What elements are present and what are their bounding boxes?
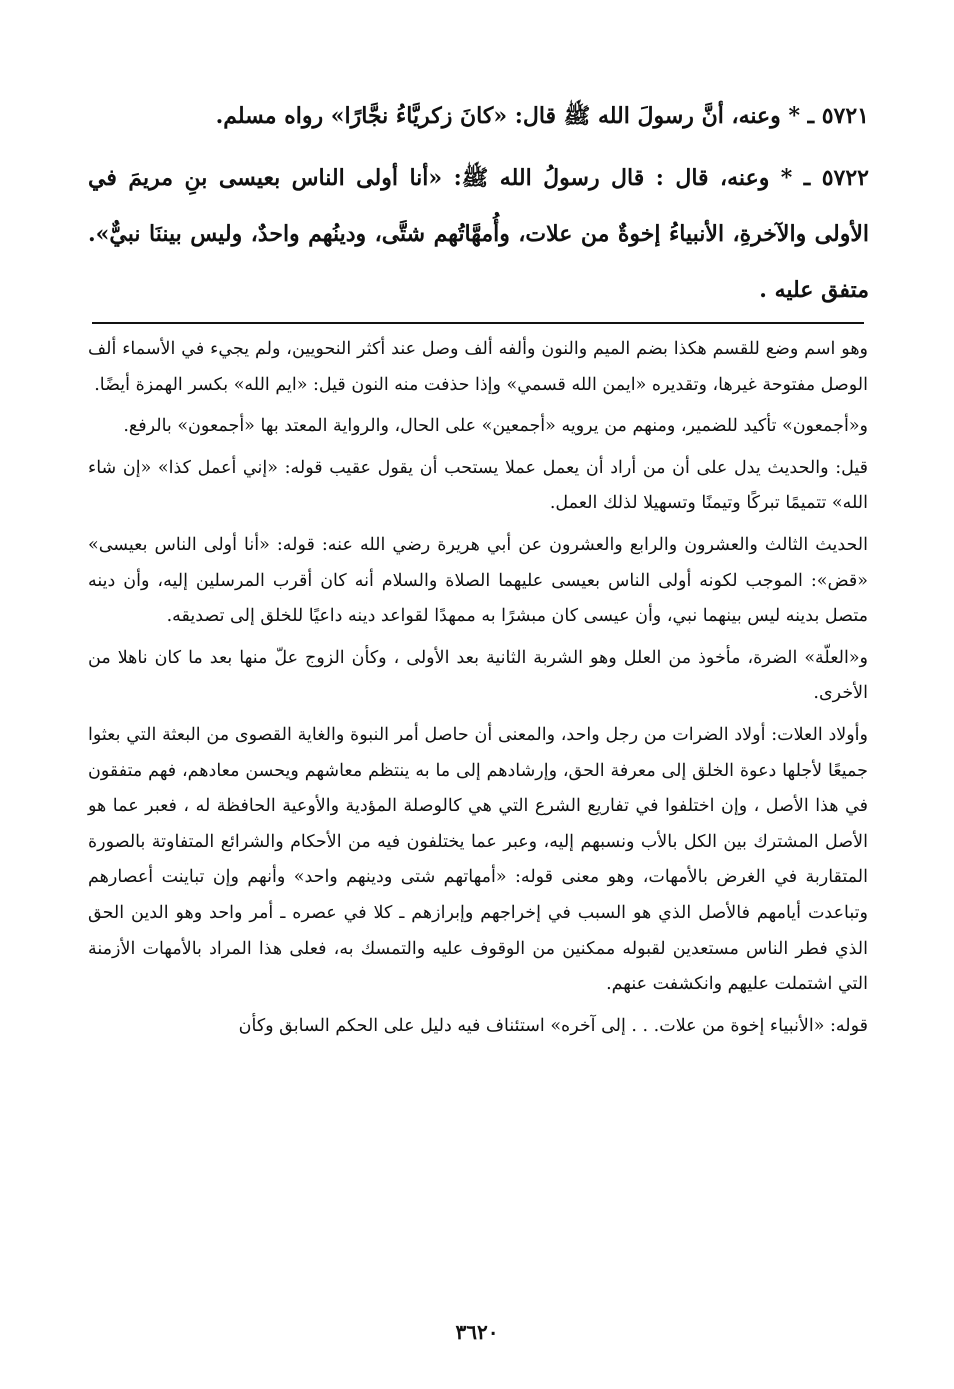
commentary-paragraph: الحديث الثالث والعشرون والرابع والعشرون عن أبي هريرة رضي الله عنه: قوله: «أنا أولى الناس بعيسى» «قض»: الموجب لكونه أولى الناس بعيسى عليهما الصلاة والسلام أنه كان أقرب المرسلين إليه، وأن دينه متصل بدينه ليس بينهما نبي، وأن عيسى كان مبشرًا به ممهدًا لقواعد دينه داعيًا للخلق إلى تصديقه. <box>88 534 868 627</box>
commentary-paragraph: وهو اسم وضع للقسم هكذا بضم الميم والنون وألفه ألف وصل عند أكثر النحويين، ولم يجيء في الأسماء ألف الوصل مفتوحة غيرها، وتقديره «ايمن الله قسمي» وإذا حذفت منه النون قيل: «ايم الله» بكسر الهمزة أيضًا. <box>88 339 868 395</box>
hadith-section <box>88 88 869 318</box>
commentary-paragraph: وأولاد العلات: أولاد الضرات من رجل واحد، والمعنى أن حاصل أمر النبوة والغاية القصوى من البعثة التي بعثوا جميعًا لأجلها دعوة الخلق إلى معرفة الحق، وإرشادهم إلى ما به ينتظم معاشهم ويحسن معادهم، فهم متفقون في هذا الأصل ، وإن اختلفوا في تفاريع الشرع التي هي كالوصلة المؤدية والأوعية الحافظة له ، فعبر عما هو الأصل المشترك بين الكل بالأب ونسبهم إليه، وعبر عما يختلفون فيه من الأحكام والشرائع المتفاوتة بالصورة المتقاربة في الغرض بالأمهات، وهو معنى قوله: «أمهاتهم شتى ودينهم واحد» وأنهم وإن تباينت أعصارهم وتباعدت أيامهم فالأصل الذي هو السبب في إخراجهم وإبرازهم ـ كلا في عصره ـ أمر واحد وهو الدين الحق الذي فطر الناس مستعدين لقبوله ممكنين من الوقوف عليه والتمسك به، فعلى هذا المراد بالأمهات الأزمنة التي اشتملت عليهم وانكشفت عنهم. <box>88 724 868 995</box>
commentary-section <box>88 332 868 1050</box>
page-number: ٣٦٢٠ <box>455 1320 499 1344</box>
commentary-paragraph: قوله: «الأنبياء إخوة من علات. . . إلى آخره» استئناف فيه دليل على الحكم السابق وكأن <box>238 1015 868 1036</box>
commentary-paragraph: و«العلّة» الضرة، مأخوذ من العلل وهو الشربة الثانية بعد الأولى ، وكأن الزوج علّ منها بعد ما كان ناهلا من الأخرى. <box>88 647 868 704</box>
commentary-paragraph: قيل: والحديث يدل على أن من أراد أن يعمل عملا يستحب أن يقول عقيب قوله: «إني أعمل كذا» «إن شاء الله» تتميمًا تبركًا وتيمنًا وتسهيلا لذلك العمل. <box>88 457 868 514</box>
hadith-5722: ٥٧٢٢ ـ * وعنه، قال : قال رسولُ الله ﷺ: «أنا أولى الناس بعيسى بنِ مريمَ في الأولى والآخرةِ، الأنبياءُ إخوةٌ من علات، وأُمهَّاتُهم شتَّى، ودينُهم واحدٌ، وليس بيننَا نبيٌّ». متفق عليه . <box>88 165 869 303</box>
hadith-5721: ٥٧٢١ ـ * وعنه، أنَّ رسولَ الله ﷺ قال: «كانَ زكريَّاءُ نجَّارًا» رواه مسلم. <box>215 103 869 129</box>
commentary-paragraph: و«أجمعون» تأكيد للضمير، ومنهم من يرويه «أجمعين» على الحال، والرواية المعتد بها «أجمعون» بالرفع. <box>123 416 868 437</box>
footnote-divider <box>92 322 864 324</box>
